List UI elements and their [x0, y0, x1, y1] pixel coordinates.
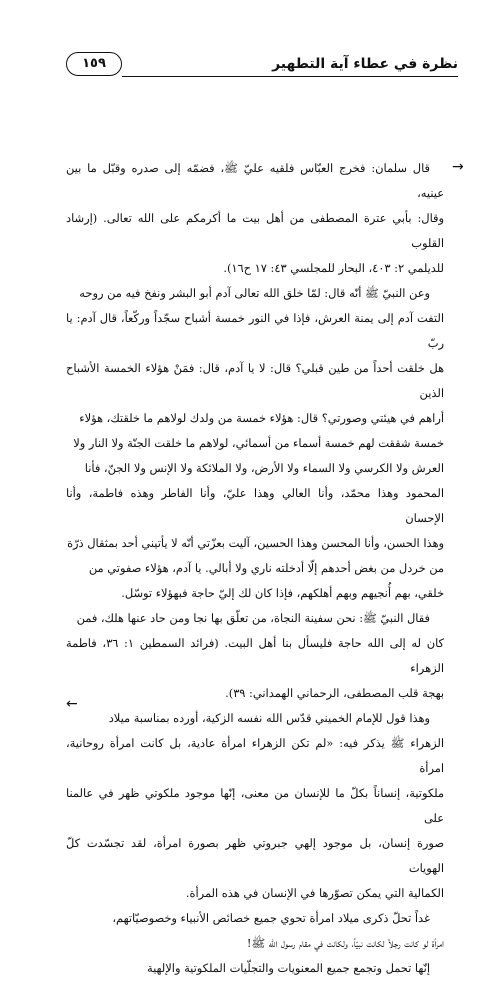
- page-number: ١٥٩: [66, 52, 122, 76]
- text-line-22: غداً تحلّ ذكرى ميلاد امرأة تحوي جميع خصائص الأنبياء وخصوصيّاتهم،: [112, 911, 430, 925]
- text-line-8: خمسة شققت لهم خمسة أسماء من أسمائي، لولاهم ما خلقت الجنّة ولا النار ولا: [73, 436, 444, 450]
- text-line-2: وقال: بأبي عترة المصطفى من أهل بيت ما أكرمكم على الله تعالى. (إرشاد القلوب: [66, 211, 444, 250]
- continues-on-arrow-icon: ←: [66, 696, 78, 712]
- text-line-21: الكمالية التي يمكن تصوّرها في الإنسان في هذه المرأة.: [185, 886, 444, 900]
- text-line-17: وهذا قول للإمام الخميني قدّس الله نفسه الزكية، أورده بمناسبة ميلاد: [108, 711, 430, 725]
- text-line-20: صورة إنسان، بل موجود إلهي جبروتي ظهر بصورة امرأة، لقد تجسّدت كلّ الهويات: [66, 836, 444, 875]
- text-line-11: وهذا الحسن، وأنا المحسن وهذا الحسين، آليت بعزّتي أنّه لا يأتيني أحد بمثقال ذرّة: [67, 536, 444, 550]
- text-line-23: امرأة لو كانت رجلاً لكانت نبيّاً، ولكانت في مقام رسول الله ﷺ!: [246, 936, 444, 950]
- text-line-19: ملكوتية، إنساناً بكلّ ما للإنسان من معنى، إنّها موجود ملكوتي ظهر في عالمنا على: [66, 786, 444, 825]
- page-header: [62, 52, 462, 82]
- text-line-4: وعن النبيّ ﷺ أنّه قال: لمّا خلق الله تعالى آدم أبو البشر ونفخ فيه من روحه: [79, 286, 430, 300]
- text-line-16: بهجة قلب المصطفى، الرحماني الهمداني: ٣٩).: [225, 686, 444, 700]
- text-line-14: فقال النبيّ ﷺ: نحن سفينة النجاة، من تعلّق بها نجا ومن حاد عنها هلك، فمن: [76, 611, 430, 625]
- text-line-12: من خردل من بغض أحدهم إلّا أدخلته ناري ولا أبالي. يا آدم، هؤلاء صفوتي من: [88, 561, 444, 575]
- text-line-6: هل خلقت أحداً من طين قبلي؟ قال: لا يا آدم، قال: فمَنْ هؤلاء الخمسة الأشباح الذين: [66, 361, 444, 400]
- text-line-9: العرش ولا الكرسي ولا السماء ولا الأرض، ولا الملائكة ولا الإنس ولا الجنّ، فأنا: [84, 461, 444, 475]
- running-title: نظرة في عطاء آية التطهير: [272, 56, 458, 72]
- text-line-7: أراهم في هيئتي وصورتي؟ قال: هؤلاء خمسة من ولدك لولاهم ما خلقتك، هؤلاء: [79, 411, 444, 425]
- text-line-1: قال سلمان: فخرج العبّاس فلقيه عليّ ﷺ، فضمّه إلى صدره وقبّل ما بين عينيه،: [66, 161, 444, 200]
- text-line-24: إنّها تحمل وتجمع جميع المعنويات والتجلّيات الملكوتية والإلهية: [147, 961, 430, 975]
- text-line-15: كان له إلى الله حاجة فليسأل بنا أهل البيت. (فرائد السمطين ١: ٣٦، فاطمة الزهراء: [66, 636, 444, 675]
- header-rule: [122, 76, 458, 77]
- text-line-10: المحمود وهذا محمّد، وأنا العالي وهذا عليّ، وأنا الفاطر وهذه فاطمة، وأنا الإحسان: [66, 486, 444, 525]
- continued-from-arrow-icon: →: [452, 159, 464, 175]
- body-text: [66, 156, 444, 981]
- text-line-18: الزهراء ﷺ يذكر فيه: «لم تكن الزهراء امرأة عادية، بل كانت امرأة روحانية، امرأة: [66, 736, 444, 775]
- text-line-3: للديلمي ٢: ٤٠٣، البحار للمجلسي ٤٣: ١٧ ح١٦).: [223, 261, 444, 275]
- text-line-13: خلقي، بهم أُنجيهم وبهم أهلكهم، فإذا كان لك إليّ حاجة فبهؤلاء توسّل.: [121, 586, 444, 600]
- text-line-5: التفت آدم إلى يمنة العرش، فإذا في النور خمسة أشباح سجّداً وركّعاً، قال آدم: يا ربّ: [66, 311, 444, 350]
